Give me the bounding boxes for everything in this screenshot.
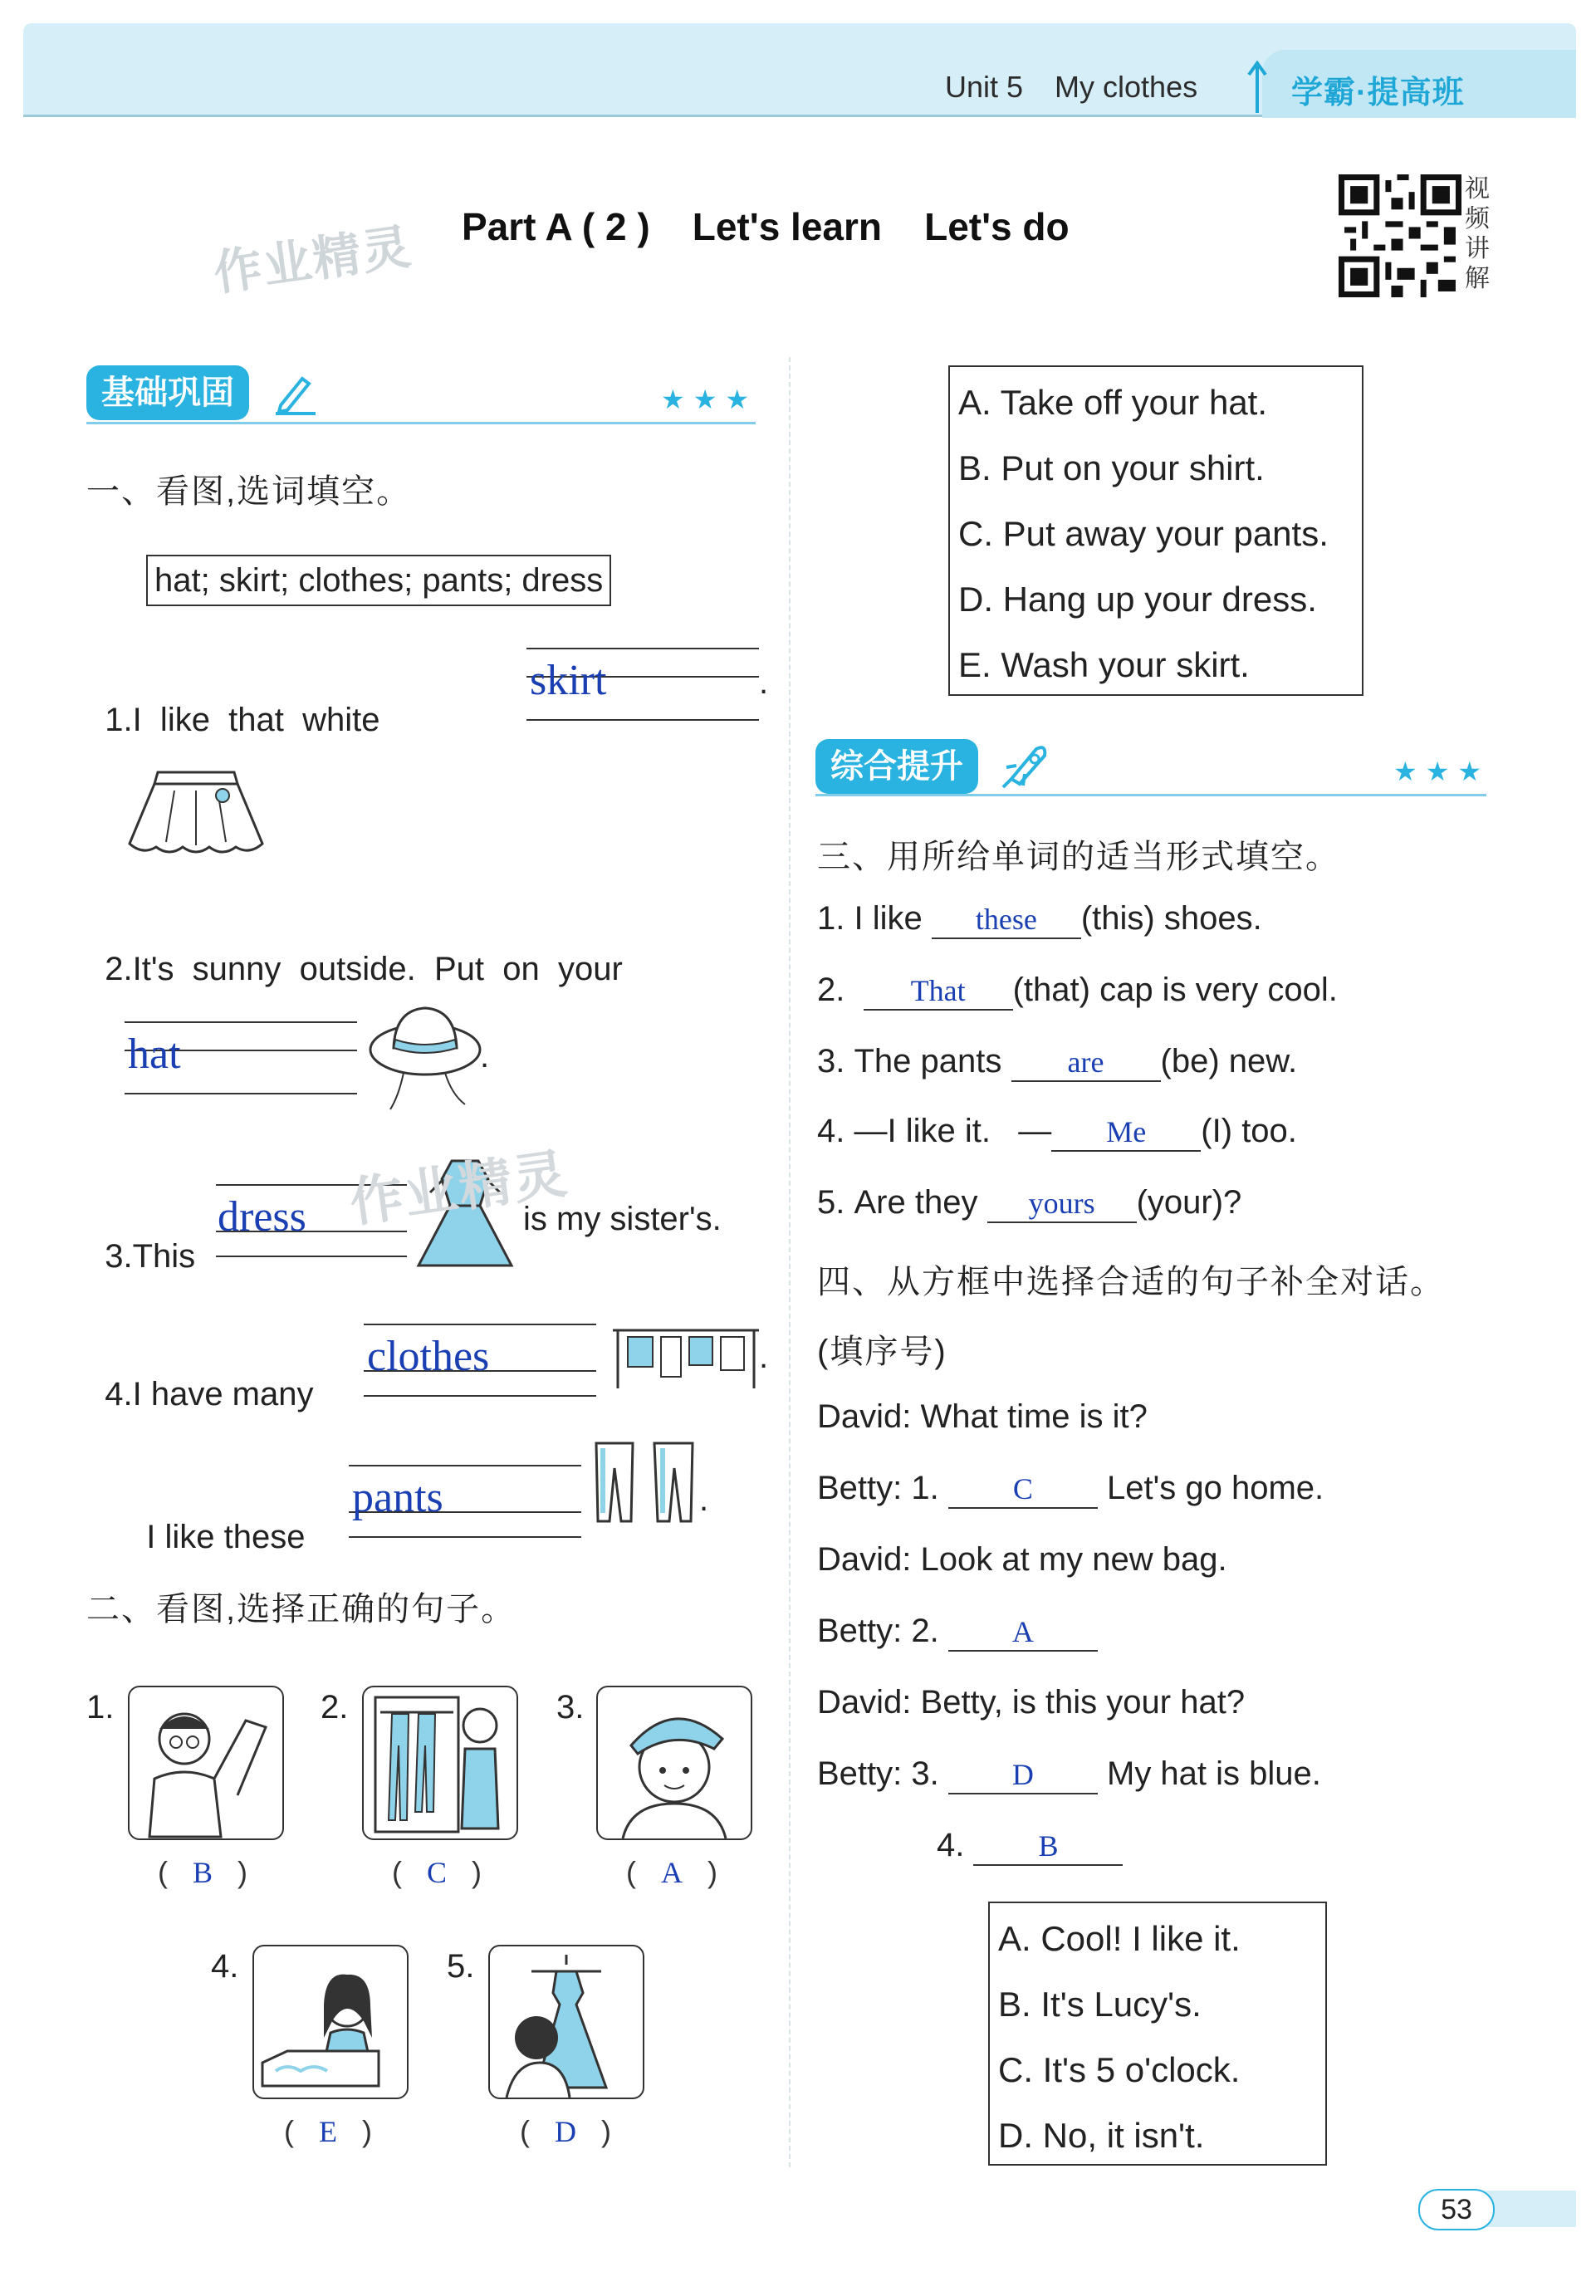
part4-options-box [988, 1902, 1327, 2166]
dialogue-line-2 [817, 1470, 1324, 1509]
unit-title: My clothes [1055, 70, 1198, 104]
item-text: I have many [132, 1376, 314, 1412]
p3-item-5 [817, 1184, 1241, 1223]
girl-washing-skirt-illustration [254, 1946, 407, 2098]
answer-2: hat [128, 1031, 181, 1078]
brand-name: 学霸·提高班 [1291, 76, 1465, 110]
page-number: 53 [1418, 2189, 1495, 2230]
item-number: 2. [817, 972, 845, 1008]
item-number: 2. [911, 1613, 939, 1649]
item-end: . [699, 1481, 709, 1518]
item-end: . [759, 664, 769, 701]
answer: A [1011, 1615, 1034, 1648]
fill-item-5 [128, 1481, 305, 1556]
boy-putting-on-shirt-illustration [130, 1687, 282, 1838]
hint: (be) [1160, 1043, 1220, 1079]
item-text: This [132, 1238, 196, 1275]
answer-3: dress [218, 1193, 306, 1241]
answer-paren-5: ( D ) [520, 2114, 611, 2148]
arrow-up-icon [1246, 60, 1269, 115]
speaker: Betty: [817, 1613, 903, 1649]
part4-subheading: (填序号) [817, 1334, 947, 1370]
item-number: 5. [817, 1184, 845, 1221]
p3-item-1 [817, 900, 1262, 939]
dialogue-line-4 [817, 1613, 1098, 1652]
fill-item-4 [86, 1339, 313, 1413]
answer-blank[interactable] [973, 1827, 1123, 1866]
item-text: —I like it. — [854, 1113, 1052, 1149]
answer-5: pants [352, 1474, 443, 1521]
skirt-illustration [125, 766, 267, 864]
item-text: I like [854, 900, 923, 937]
section-rule-advanced [815, 794, 1486, 796]
speaker: Betty: [817, 1470, 903, 1506]
answer-blank[interactable] [1051, 1113, 1201, 1152]
option-b: B. Put on your shirt. [958, 448, 1265, 487]
dialogue-line-6 [817, 1755, 1321, 1794]
answer: B [193, 1856, 213, 1889]
option-c: C. It's 5 o'clock. [998, 2050, 1241, 2089]
item-number: 3. [911, 1755, 939, 1792]
item-text: I like these [146, 1519, 306, 1555]
answer: E [319, 2115, 337, 2148]
answer: D [1011, 1758, 1034, 1791]
fill-item-1 [86, 664, 380, 739]
answer-blank[interactable] [948, 1755, 1098, 1794]
answer: these [975, 903, 1037, 936]
picture-1 [128, 1686, 284, 1840]
dialogue-line-5 [817, 1684, 1245, 1721]
option-d: D. Hang up your dress. [958, 580, 1317, 619]
answer-blank[interactable] [1011, 1043, 1161, 1082]
answer-1: skirt [530, 657, 607, 704]
item-number: 4. [817, 1113, 845, 1149]
answer: B [1038, 1829, 1059, 1863]
pic-number-1: 1. [86, 1689, 115, 1726]
pic-number-4: 4. [211, 1948, 239, 1985]
answer: D [555, 2115, 576, 2148]
line-text: Look at my new bag. [920, 1541, 1227, 1578]
speaker: David: [817, 1398, 912, 1435]
line-text: Let's go home. [1107, 1470, 1324, 1506]
part4-heading: 四、从方框中选择合适的句子补全对话。 [817, 1264, 1445, 1300]
hint: (I) [1201, 1113, 1233, 1149]
answer: A [661, 1856, 683, 1889]
answer: yours [1028, 1187, 1095, 1220]
answer-paren-3: ( A ) [626, 1855, 717, 1889]
fill-item-3 [86, 1201, 195, 1275]
p3-item-4 [817, 1113, 1297, 1152]
unit-label [945, 70, 1197, 105]
item-number: 4. [937, 1827, 965, 1863]
hint: (your)? [1136, 1184, 1242, 1221]
speaker: Betty: [817, 1755, 903, 1792]
part2-heading: 二、看图,选择正确的句子。 [86, 1591, 516, 1628]
speaker: David: [817, 1684, 912, 1721]
item-text: The pants [854, 1043, 1002, 1079]
rocket-icon [1000, 741, 1051, 791]
dialogue-line-3 [817, 1541, 1227, 1579]
pencil-icon [274, 372, 319, 415]
section-badge-basic: 基础巩固 [86, 365, 249, 420]
hint: (this) [1080, 900, 1155, 937]
item-number: 3. [105, 1238, 133, 1275]
dialogue-line-7 [937, 1827, 1123, 1866]
watermark-logo: 作业精灵 [210, 219, 416, 301]
item-end: cap is very cool. [1099, 972, 1338, 1008]
answer: C [427, 1856, 448, 1889]
picture-2 [362, 1686, 518, 1840]
answer: That [910, 974, 966, 1007]
pic-number-5: 5. [447, 1948, 475, 1985]
answer-blank[interactable] [948, 1613, 1098, 1652]
unit-number: Unit 5 [945, 70, 1024, 104]
line-text: Betty, is this your hat? [920, 1684, 1246, 1721]
item-text: I like that white [132, 702, 380, 738]
option-b: B. It's Lucy's. [998, 1985, 1202, 2024]
boy-taking-off-hat-illustration [598, 1687, 751, 1838]
p3-item-3 [817, 1043, 1297, 1082]
option-a: A. Cool! I like it. [998, 1919, 1241, 1958]
part3-heading: 三、用所给单词的适当形式填空。 [817, 839, 1340, 875]
answer-blank[interactable] [948, 1470, 1098, 1509]
answer-blank[interactable] [987, 1184, 1137, 1223]
item-end: too. [1241, 1113, 1297, 1149]
answer-blank[interactable] [932, 900, 1081, 939]
hint: (that) [1012, 972, 1090, 1008]
pants-illustration [591, 1438, 704, 1525]
item-end: new. [1228, 1043, 1298, 1079]
pic-number-3: 3. [556, 1689, 585, 1726]
girl-hanging-dress-illustration [490, 1946, 643, 2098]
answer: C [1012, 1472, 1033, 1505]
answer-4: clothes [367, 1333, 490, 1380]
item-number: 2. [105, 951, 133, 987]
item-text: It's sunny outside. Put on your [132, 951, 623, 987]
section-rule-basic [86, 422, 756, 424]
answer-blank[interactable] [864, 972, 1013, 1011]
item-number: 4. [105, 1376, 133, 1412]
answer: are [1067, 1045, 1104, 1079]
column-divider [789, 357, 791, 2167]
option-e: E. Wash your skirt. [958, 645, 1250, 684]
item-end: . [480, 1038, 490, 1075]
qr-code-icon[interactable] [1339, 174, 1461, 297]
picture-5 [488, 1945, 644, 2099]
option-d: D. No, it isn't. [998, 2116, 1205, 2155]
line-text: What time is it? [920, 1398, 1148, 1435]
hat-illustration [365, 996, 488, 1118]
answer-paren-2: ( C ) [392, 1855, 482, 1889]
option-a: A. Take off your hat. [958, 383, 1268, 422]
difficulty-stars-advanced: ★★★ [1393, 756, 1491, 786]
item-end: is my sister's. [523, 1201, 722, 1237]
item-end: . [759, 1339, 769, 1375]
part1-heading: 一、看图,选词填空。 [86, 473, 412, 510]
line-text: My hat is blue. [1107, 1755, 1321, 1792]
section-badge-advanced: 综合提升 [815, 739, 978, 794]
option-c: C. Put away your pants. [958, 514, 1329, 553]
item-number: 3. [817, 1043, 845, 1079]
picture-3 [596, 1686, 752, 1840]
item-end: shoes. [1163, 900, 1262, 937]
item-text: Are they [854, 1184, 978, 1221]
answer: Me [1106, 1115, 1147, 1148]
speaker: David: [817, 1541, 912, 1578]
item-number: 1. [817, 900, 845, 937]
dialogue-line-1 [817, 1398, 1148, 1436]
part2-options-box [948, 365, 1363, 696]
answer-paren-1: ( B ) [158, 1855, 248, 1889]
qr-caption: 视频讲解 [1465, 175, 1490, 292]
p3-item-2 [817, 972, 1338, 1011]
boy-putting-away-pants-illustration [364, 1687, 516, 1838]
page-title: Part A ( 2 ) Let's learn Let's do [462, 205, 1070, 248]
watermark-logo: 作业精灵 [345, 1143, 572, 1233]
fill-item-2 [86, 913, 623, 988]
item-number: 1. [105, 702, 133, 738]
difficulty-stars-basic: ★★★ [661, 384, 758, 414]
picture-4 [252, 1945, 409, 2099]
word-bank: hat; skirt; clothes; pants; dress [146, 555, 611, 606]
pic-number-2: 2. [321, 1689, 349, 1726]
item-number: 1. [911, 1470, 939, 1506]
clothes-rack-illustration [610, 1322, 762, 1392]
answer-paren-4: ( E ) [284, 2114, 372, 2148]
